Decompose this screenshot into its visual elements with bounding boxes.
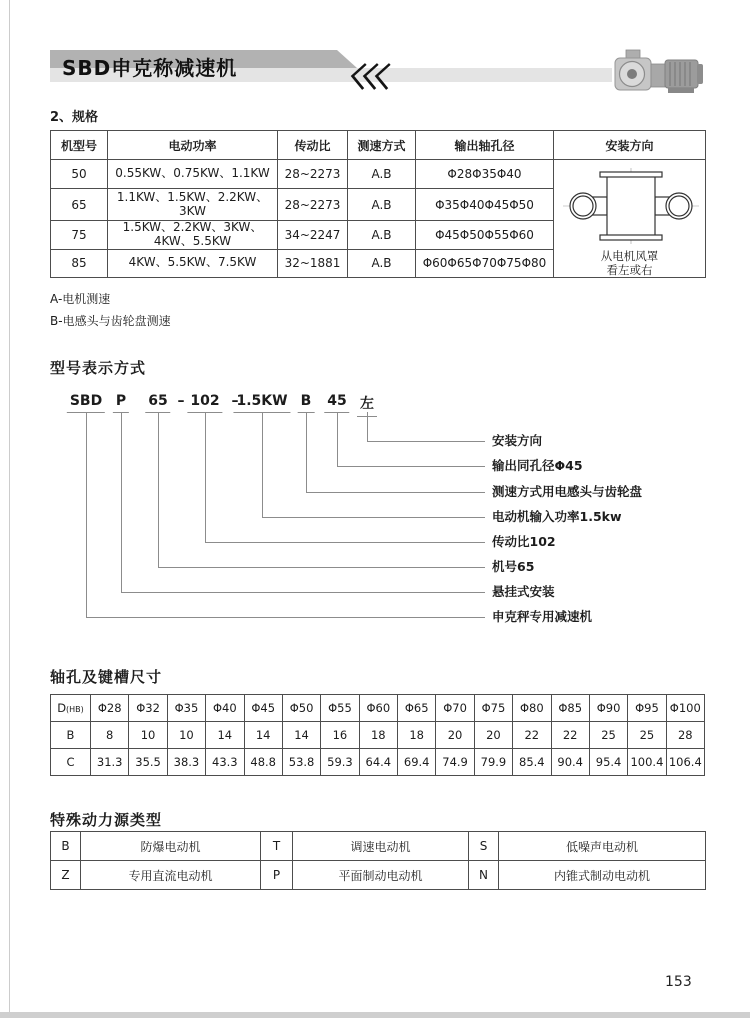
- model-label-series: 申克秤专用减速机: [492, 609, 593, 624]
- special-code: B: [51, 832, 81, 861]
- install-note-line2: 看左或右: [606, 263, 653, 277]
- dims-cell: 28: [666, 722, 704, 749]
- dims-cell: 25: [628, 722, 666, 749]
- page-title: SBD申克称减速机: [62, 56, 238, 80]
- model-token-series: SBD: [67, 393, 105, 413]
- dims-cell: 22: [551, 722, 589, 749]
- special-section-heading: 特殊动力源类型: [50, 811, 163, 829]
- mounting-orientation-drawing: [555, 166, 705, 246]
- d-sub-label: (HB): [66, 705, 84, 714]
- model-token-size: 65: [145, 393, 170, 413]
- dims-cell: 48.8: [244, 749, 282, 776]
- model-section-heading: 型号表示方式: [50, 359, 147, 377]
- dims-cell: Φ55: [321, 695, 359, 722]
- cell-ratio: 28~2273: [278, 160, 348, 189]
- col-header-power: 电动功率: [108, 131, 278, 160]
- dims-cell: Φ45: [244, 695, 282, 722]
- spec-row-50: [51, 160, 706, 189]
- dims-cell: 14: [244, 722, 282, 749]
- dims-cell: Φ60: [359, 695, 397, 722]
- dims-cell: 31.3: [91, 749, 129, 776]
- col-header-install: 安装方向: [554, 131, 706, 160]
- cell-bore: Φ35Φ40Φ45Φ50: [416, 189, 554, 220]
- dims-cell: Φ80: [513, 695, 551, 722]
- special-code: N: [469, 861, 499, 890]
- dims-cell: 14: [206, 722, 244, 749]
- d-label: D: [57, 701, 67, 715]
- model-token-speed: B: [298, 393, 315, 413]
- dims-cell: 18: [359, 722, 397, 749]
- model-token-dash: –: [231, 393, 239, 409]
- page-left-border: [9, 0, 10, 1018]
- special-code: P: [261, 861, 293, 890]
- model-token-mount: P: [113, 393, 129, 413]
- cell-power: 1.1KW、1.5KW、2.2KW、3KW: [108, 189, 278, 220]
- page-number: 153: [665, 974, 692, 990]
- dims-b-row: [51, 722, 705, 749]
- dims-cell: 106.4: [666, 749, 704, 776]
- dims-cell: Φ65: [398, 695, 436, 722]
- dims-table: [50, 694, 705, 776]
- dims-cell: 25: [589, 722, 627, 749]
- dims-diameter-row: [51, 695, 705, 722]
- col-header-model: 机型号: [51, 131, 108, 160]
- cell-speed: A.B: [348, 220, 416, 249]
- cell-power: 0.55KW、0.75KW、1.1KW: [108, 160, 278, 189]
- dims-cell: 16: [321, 722, 359, 749]
- dims-cell: 20: [436, 722, 474, 749]
- dims-cell: Φ50: [282, 695, 320, 722]
- cell-model: 85: [51, 249, 108, 277]
- install-direction-cell: [554, 160, 706, 278]
- col-header-bore: 输出轴孔径: [416, 131, 554, 160]
- gear-motor-photo: [612, 45, 707, 99]
- model-token-bore: 45: [324, 393, 349, 413]
- dims-row-label-c: C: [51, 749, 91, 776]
- dims-cell: 100.4: [628, 749, 666, 776]
- model-label-power: 电动机输入功率1.5kw: [492, 509, 622, 524]
- cell-ratio: 32~1881: [278, 249, 348, 277]
- dims-cell: 35.5: [129, 749, 167, 776]
- dims-row-label-d: [51, 695, 91, 722]
- dims-cell: 20: [474, 722, 512, 749]
- dims-row-label-b: B: [51, 722, 91, 749]
- triple-chevron-left-icon: [350, 62, 394, 92]
- model-token-dash: –: [177, 393, 185, 409]
- dims-cell: Φ75: [474, 695, 512, 722]
- cell-ratio: 34~2247: [278, 220, 348, 249]
- model-token-ratio: 102: [187, 393, 222, 413]
- dims-cell: Φ28: [91, 695, 129, 722]
- footer-bar: [0, 1012, 750, 1018]
- special-desc: 平面制动电动机: [293, 861, 469, 890]
- model-label-speed: 测速方式用电感头与齿轮盘: [492, 484, 643, 499]
- special-desc: 调速电动机: [293, 832, 469, 861]
- cell-bore: Φ45Φ50Φ55Φ60: [416, 220, 554, 249]
- dims-cell: 38.3: [167, 749, 205, 776]
- special-desc: 内锥式制动电动机: [499, 861, 706, 890]
- spec-table: [50, 130, 706, 278]
- special-row-1: [51, 832, 706, 861]
- special-code: Z: [51, 861, 81, 890]
- dims-section-heading: 轴孔及键槽尺寸: [50, 668, 163, 686]
- dims-cell: Φ70: [436, 695, 474, 722]
- dims-cell: Φ100: [666, 695, 704, 722]
- special-code: T: [261, 832, 293, 861]
- model-token-direction: 左: [357, 393, 377, 417]
- model-label-direction: 安装方向: [492, 433, 543, 448]
- model-token-power: 1.5KW: [233, 393, 290, 413]
- dims-cell: Φ35: [167, 695, 205, 722]
- dims-cell: Φ95: [628, 695, 666, 722]
- cell-speed: A.B: [348, 249, 416, 277]
- cell-model: 75: [51, 220, 108, 249]
- dims-cell: Φ85: [551, 695, 589, 722]
- cell-model: 65: [51, 189, 108, 220]
- speed-note-b: B-电感头与齿轮盘测速: [50, 314, 171, 328]
- dims-cell: Φ40: [206, 695, 244, 722]
- dims-cell: 85.4: [513, 749, 551, 776]
- dims-cell: Φ90: [589, 695, 627, 722]
- dims-cell: 22: [513, 722, 551, 749]
- speed-note-a: A-电机测速: [50, 292, 111, 306]
- dims-cell: 69.4: [398, 749, 436, 776]
- special-power-table: [50, 831, 706, 890]
- cell-bore: Φ60Φ65Φ70Φ75Φ80: [416, 249, 554, 277]
- dims-cell: 18: [398, 722, 436, 749]
- dims-cell: 74.9: [436, 749, 474, 776]
- dims-cell: 95.4: [589, 749, 627, 776]
- col-header-ratio: 传动比: [278, 131, 348, 160]
- dims-cell: 59.3: [321, 749, 359, 776]
- cell-model: 50: [51, 160, 108, 189]
- special-desc: 低噪声电动机: [499, 832, 706, 861]
- cell-power: 1.5KW、2.2KW、3KW、4KW、5.5KW: [108, 220, 278, 249]
- special-row-2: [51, 861, 706, 890]
- spec-section-heading: 2、规格: [50, 110, 99, 125]
- dims-cell: 10: [167, 722, 205, 749]
- col-header-speed: 测速方式: [348, 131, 416, 160]
- dims-cell: Φ32: [129, 695, 167, 722]
- dims-cell: 64.4: [359, 749, 397, 776]
- dims-cell: 53.8: [282, 749, 320, 776]
- model-label-bore: 输出同孔径Φ45: [492, 458, 583, 473]
- special-desc: 防爆电动机: [81, 832, 261, 861]
- dims-cell: 79.9: [474, 749, 512, 776]
- model-label-ratio: 传动比102: [492, 534, 556, 549]
- cell-power: 4KW、5.5KW、7.5KW: [108, 249, 278, 277]
- dims-cell: 10: [129, 722, 167, 749]
- special-code: S: [469, 832, 499, 861]
- special-desc: 专用直流电动机: [81, 861, 261, 890]
- dims-c-row: [51, 749, 705, 776]
- cell-ratio: 28~2273: [278, 189, 348, 220]
- install-note-line1: 从电机风罩: [600, 249, 659, 263]
- dims-cell: 43.3: [206, 749, 244, 776]
- dims-cell: 14: [282, 722, 320, 749]
- cell-speed: A.B: [348, 189, 416, 220]
- cell-speed: A.B: [348, 160, 416, 189]
- model-label-size: 机号65: [492, 559, 535, 574]
- dims-cell: 90.4: [551, 749, 589, 776]
- cell-bore: Φ28Φ35Φ40: [416, 160, 554, 189]
- model-label-mount: 悬挂式安装: [492, 584, 555, 599]
- spec-header-row: [51, 131, 706, 160]
- dims-cell: 8: [91, 722, 129, 749]
